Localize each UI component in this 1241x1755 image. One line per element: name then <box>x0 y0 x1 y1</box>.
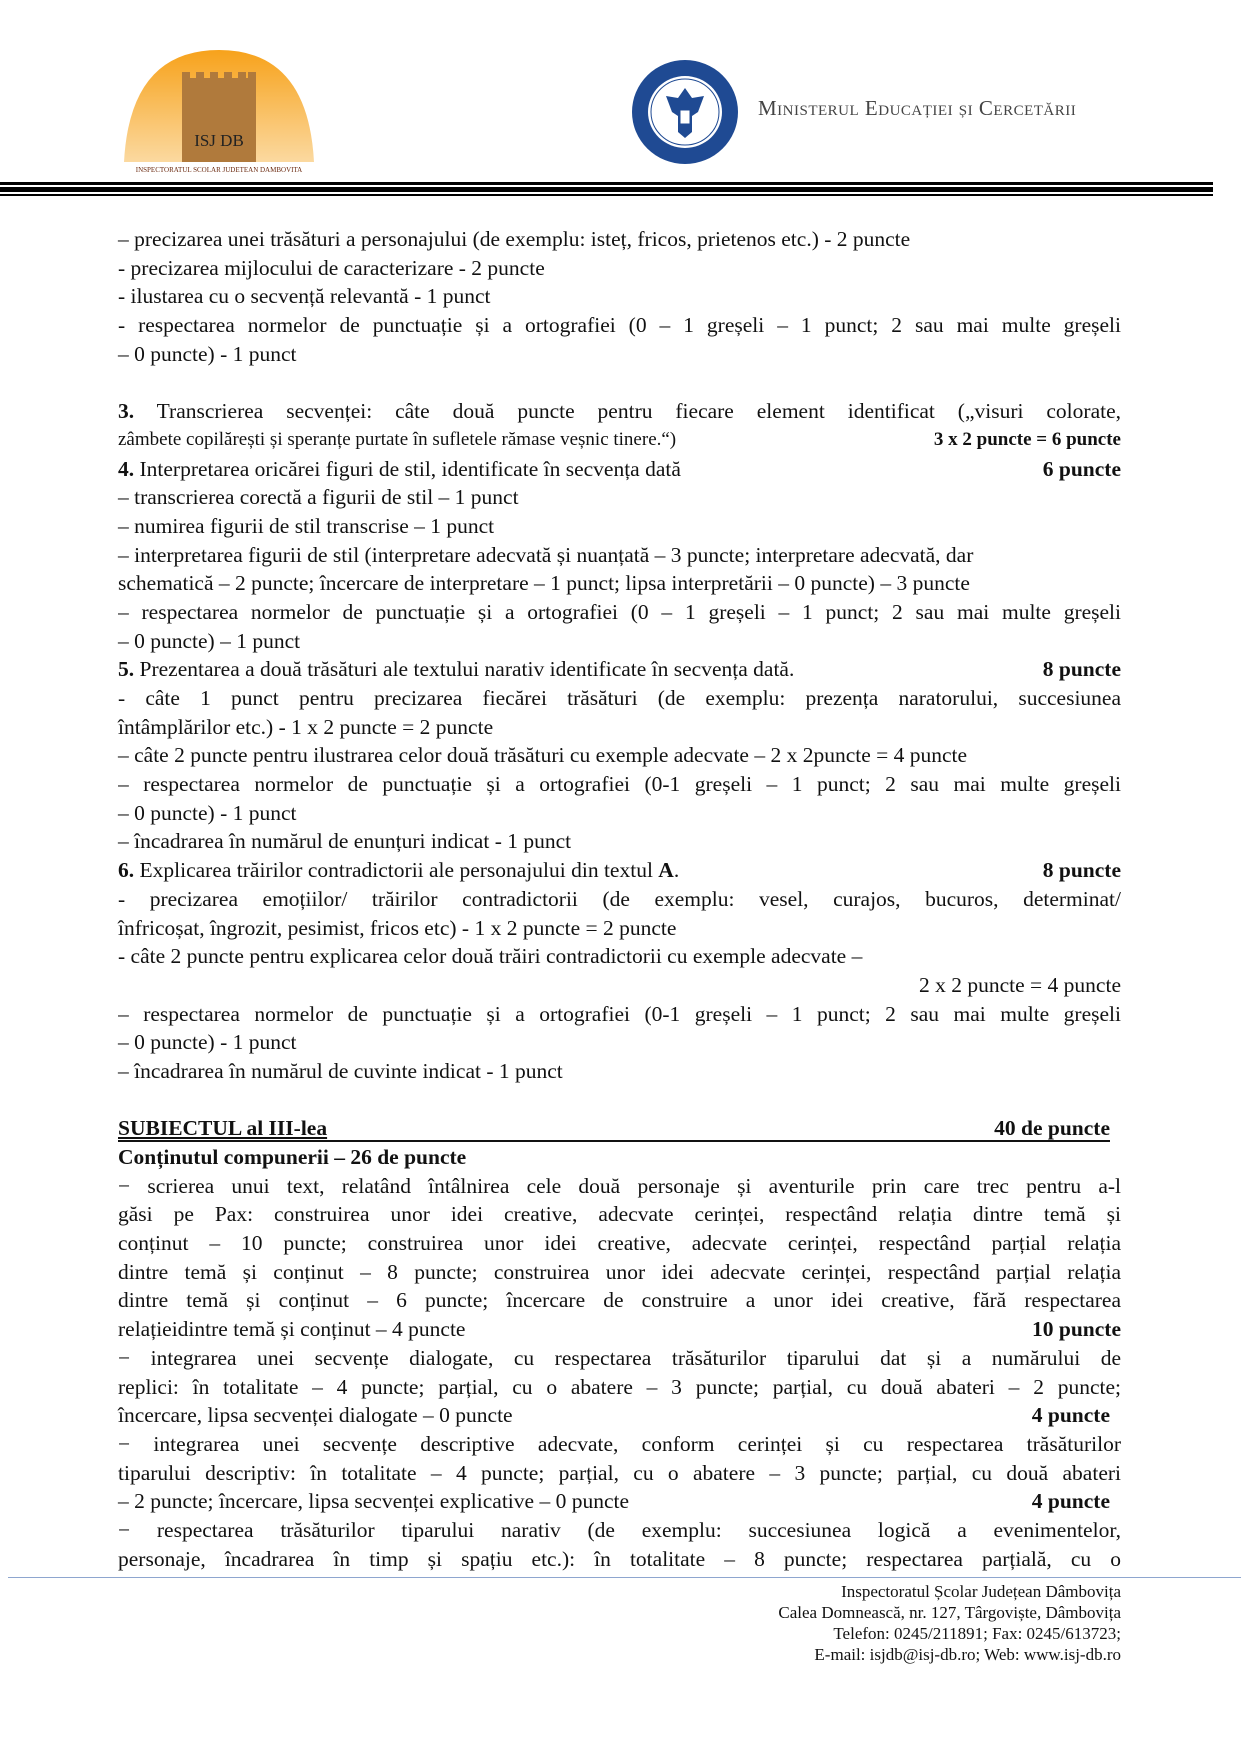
text-line <box>118 713 1121 742</box>
bold-text: A <box>658 858 674 883</box>
text-segment: tiparului descriptiv: în totalitate – 4 puncte; parțial, cu o abatere – 3 puncte; parțial, cu două abateri <box>118 1460 1121 1485</box>
text-segment: – încadrarea în numărul de enunțuri indicat - 1 punct <box>118 829 572 854</box>
header-divider <box>0 187 1213 192</box>
isj-logo <box>122 50 316 176</box>
text-segment: înfricoșat, îngrozit, pesimist, fricos etc) - 1 x 2 puncte = 2 puncte <box>118 915 677 940</box>
text-segment: Interpretarea oricărei figuri de stil, identificate în secvența dată <box>134 456 681 481</box>
text-segment: – 0 puncte) - 1 punct <box>118 800 297 825</box>
text-line <box>118 1344 1121 1373</box>
footer-line: Telefon: 0245/211891; Fax: 0245/613723; <box>833 1624 1121 1643</box>
points-total: 6 puncte <box>1042 456 1121 481</box>
text-segment: − respectarea trăsăturilor tiparului narativ (de exemplu: succesiunea logică a evenimentelor, <box>118 1517 1121 1542</box>
text-segment: conținut – 10 puncte; construirea unor idei creative, adecvate cerinței, respectând parțial relația <box>118 1231 1121 1256</box>
text-line <box>118 741 1121 770</box>
text-segment: dintre temă și conținut – 8 puncte; construirea unor idei adecvate cerinței, respectând parțial relația <box>118 1259 1121 1284</box>
text-line <box>118 1172 1121 1201</box>
text-line <box>118 1401 1121 1430</box>
text-line <box>118 598 1121 627</box>
text-line <box>118 971 1121 1000</box>
text-segment: − scrierea unui text, relatând întâlnirea cele două personaje și aventurile prin care trec pentru a-l <box>118 1173 1121 1198</box>
text-segment: – respectarea normelor de punctuație și a ortografiei (0-1 greșeli – 1 punct; 2 sau mai multe greșeli <box>118 1001 1121 1026</box>
text-segment: dintre temă și conținut – 6 puncte; încercare de construire a unor idei creative, fără respectarea <box>118 1288 1121 1313</box>
text-segment: – numirea figurii de stil transcrise – 1 punct <box>118 513 495 538</box>
footer-line: E-mail: isjdb@isj-db.ro; Web: www.isj-db.ro <box>814 1645 1121 1664</box>
text-line <box>118 569 1121 598</box>
text-line <box>118 225 1121 254</box>
text-segment: − integrarea unei secvențe descriptive adecvate, conform cerinței și cu respectarea trăsăturilor <box>118 1431 1121 1456</box>
text-segment: – transcrierea corectă a figurii de stil – 1 punct <box>118 485 519 510</box>
footer-line: Inspectoratul Școlar Județean Dâmbovița <box>841 1582 1121 1601</box>
text-line <box>118 914 1121 943</box>
text-line <box>118 541 1121 570</box>
points-total: 40 de puncte <box>994 1116 1110 1141</box>
text-line <box>118 1057 1121 1086</box>
text-segment: – 0 puncte) - 1 punct <box>118 1030 297 1055</box>
text-segment: încercare, lipsa secvenței dialogate – 0 puncte <box>118 1403 513 1428</box>
text-segment: - precizarea mijlocului de caracterizare - 2 puncte <box>118 255 545 280</box>
text-line <box>118 1315 1121 1344</box>
footer-contact <box>778 1581 1121 1665</box>
text-line <box>118 254 1121 283</box>
text-segment: - câte 2 puncte pentru explicarea celor două trăiri contradictorii cu exemple adecvate – <box>118 944 863 969</box>
text-line <box>118 368 1121 397</box>
bold-text: 5. <box>118 657 135 682</box>
text-segment: – precizarea unei trăsături a personajului (de exemplu: isteț, fricos, prietenos etc.) - 2 puncte <box>118 227 911 251</box>
text-segment: – respectarea normelor de punctuație și a ortografiei (0 – 1 greșeli – 1 punct; 2 sau mai multe greșeli <box>118 599 1121 624</box>
text-segment: replici: în totalitate – 4 puncte; parțial, cu o abatere – 3 puncte; parțial, cu două abateri – 2 puncte; <box>118 1374 1121 1399</box>
text-segment: – încadrarea în numărul de cuvinte indicat - 1 punct <box>118 1058 563 1083</box>
text-line <box>118 799 1121 828</box>
text-line <box>118 827 1121 856</box>
bold-text: SUBIECTUL al III-lea <box>118 1116 328 1141</box>
text-line <box>118 311 1121 340</box>
document-body <box>118 225 1121 1573</box>
header-divider <box>0 194 1213 196</box>
text-line <box>118 942 1121 971</box>
bold-text: 6. <box>118 858 135 883</box>
text-line <box>118 282 1121 311</box>
section-heading <box>118 1114 1121 1143</box>
text-line <box>118 1143 1121 1172</box>
text-segment: - câte 1 punct pentru precizarea fiecărei trăsături (de exemplu: prezența naratorului, succesiunea <box>118 686 1121 710</box>
text-line <box>118 655 1121 684</box>
text-segment: Prezentarea a două trăsături ale textului narativ identificate în secvența dată. <box>134 657 795 682</box>
text-line <box>118 455 1121 484</box>
text-line <box>118 1373 1121 1402</box>
text-line <box>118 1487 1121 1516</box>
points-total: 8 puncte <box>1042 657 1121 682</box>
text-line <box>118 1516 1121 1545</box>
bold-text: 4. <box>118 456 135 481</box>
text-line <box>118 426 1121 455</box>
text-line <box>118 1430 1121 1459</box>
text-line <box>118 1258 1121 1287</box>
text-segment: – interpretarea figurii de stil (interpretare adecvată și nuanțată – 3 puncte; interpretare adecvată, dar <box>118 542 974 567</box>
points-total: 2 x 2 puncte = 4 puncte <box>919 972 1121 997</box>
text-line <box>118 1286 1121 1315</box>
text-line <box>118 1028 1121 1057</box>
points-total: 3 x 2 puncte = 6 puncte <box>933 428 1121 450</box>
government-seal <box>630 58 740 166</box>
text-line <box>118 1229 1121 1258</box>
text-segment: relațieidintre temă și conținut – 4 puncte <box>118 1317 466 1342</box>
isj-logo-text: ISJ DB <box>194 131 244 150</box>
text-line <box>118 340 1121 369</box>
footer-divider <box>8 1577 1241 1578</box>
text-segment: - precizarea emoțiilor/ trăirilor contradictorii (de exemplu: vesel, curajos, bucuros, determinat/ <box>118 886 1121 911</box>
ministry-name: Ministerul Educației și Cercetării <box>758 96 1077 120</box>
text-segment: - ilustarea cu o secvență relevantă - 1 punct <box>118 284 491 309</box>
text-segment: schematică – 2 puncte; încercare de interpretare – 1 punct; lipsa interpretării – 0 puncte) – 3 puncte <box>118 571 970 596</box>
points-total: 4 puncte <box>1031 1489 1110 1514</box>
text-line <box>118 856 1121 885</box>
text-line <box>118 885 1121 914</box>
text-segment: - respectarea normelor de punctuație și a ortografiei (0 – 1 greșeli – 1 punct; 2 sau mai multe greșeli <box>118 313 1121 338</box>
text-line <box>118 397 1121 426</box>
text-segment: . <box>673 858 680 883</box>
text-segment: Transcrierea secvenței: câte două puncte pentru fiecare element identificat („visuri colorate, <box>134 399 1121 424</box>
text-line <box>118 483 1121 512</box>
text-segment: zâmbete copilărești și speranțe purtate în sufletele rămase veșnic tinere.“) <box>118 428 677 450</box>
points-total: 4 puncte <box>1031 1403 1110 1428</box>
text-segment: – 0 puncte) - 1 punct <box>118 341 297 366</box>
header-divider <box>0 182 1213 185</box>
text-segment: întâmplărilor etc.) - 1 x 2 puncte = 2 puncte <box>118 714 494 739</box>
text-segment: – câte 2 puncte pentru ilustrarea celor două trăsături cu exemple adecvate – 2 x 2puncte = 4 puncte <box>118 743 968 768</box>
text-line <box>118 1000 1121 1029</box>
footer-line: Calea Domnească, nr. 127, Târgoviște, Dâmbovița <box>778 1603 1121 1622</box>
text-line <box>118 512 1121 541</box>
text-line <box>118 627 1121 656</box>
text-segment: – respectarea normelor de punctuație și a ortografiei (0-1 greșeli – 1 punct; 2 sau mai multe greșeli <box>118 772 1121 797</box>
text-segment: personaje, încadrarea în timp și spațiu etc.): în totalitate – 8 puncte; respectarea parțială, cu o <box>118 1546 1121 1571</box>
text-segment: − integrarea unei secvențe dialogate, cu respectarea trăsăturilor tiparului dat și a numărului de <box>118 1345 1121 1370</box>
text-segment: Explicarea trăirilor contradictorii ale personajului din textul <box>134 858 659 883</box>
bold-text: Conținutul compunerii – 26 de puncte <box>118 1145 467 1169</box>
text-line <box>118 1545 1121 1574</box>
text-line <box>118 684 1121 713</box>
points-total: 8 puncte <box>1042 858 1121 883</box>
isj-logo-caption: INSPECTORATUL SCOLAR JUDETEAN DAMBOVITA <box>135 166 303 174</box>
text-segment: – 2 puncte; încercare, lipsa secvenței explicative – 0 puncte <box>118 1489 630 1514</box>
text-line <box>118 770 1121 799</box>
text-line <box>118 1086 1121 1115</box>
text-segment: găsi pe Pax: construirea unor idei creative, adecvate cerinței, respectând relația dintre temă și <box>118 1202 1121 1227</box>
text-segment: – 0 puncte) – 1 punct <box>118 628 301 653</box>
points-total: 10 puncte <box>1032 1317 1121 1342</box>
text-line <box>118 1459 1121 1488</box>
text-line <box>118 1200 1121 1229</box>
bold-text: 3. <box>118 399 135 424</box>
